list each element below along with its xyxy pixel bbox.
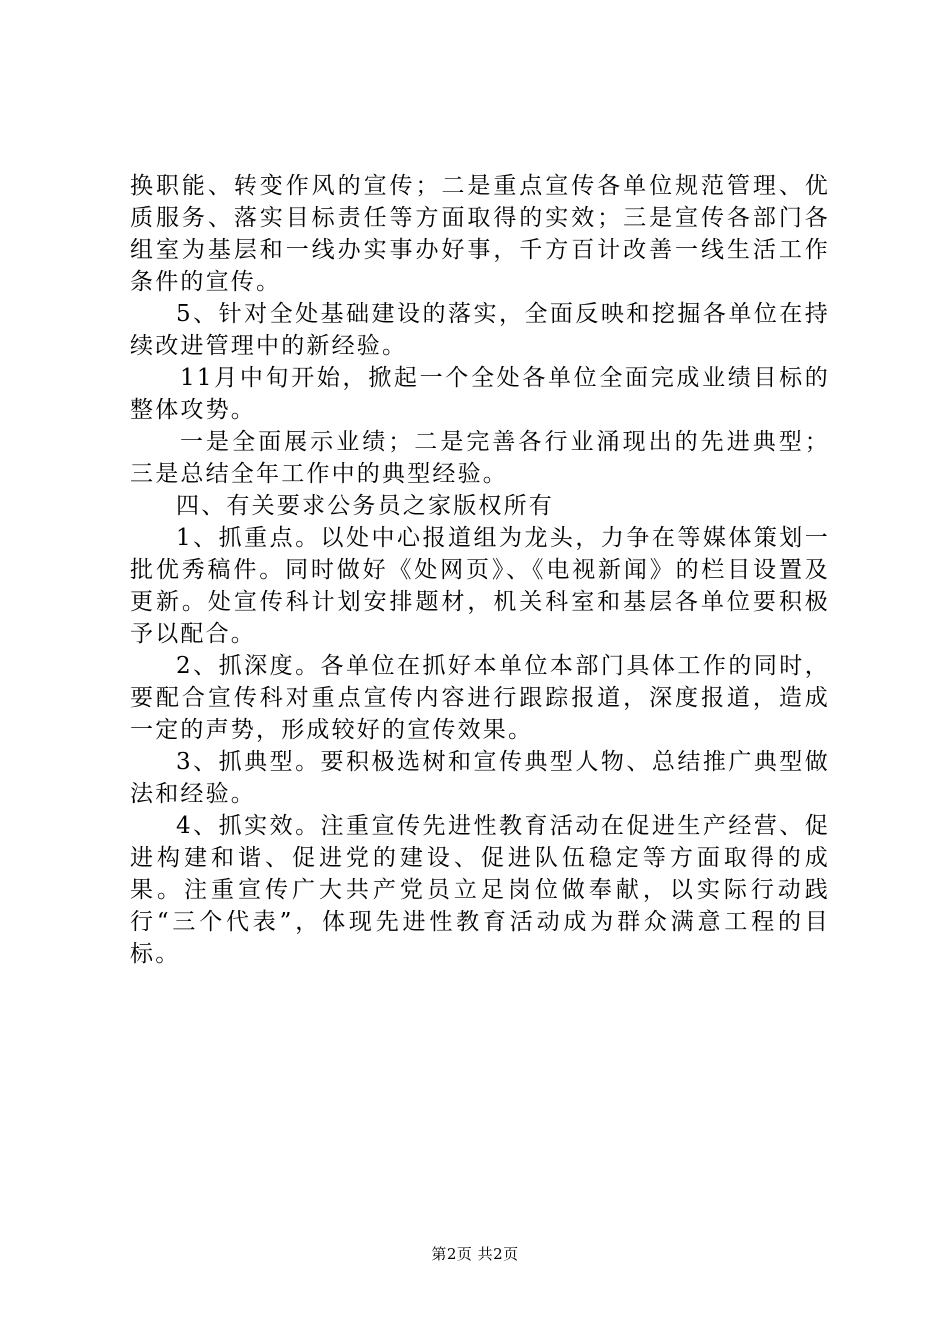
paragraph-item-5: 5、针对全处基础建设的落实，全面反映和挖掘各单位在持续改进管理中的新经验。 [130, 301, 830, 359]
paragraph-november: 11月中旬开始，掀起一个全处各单位全面完成业绩目标的整体攻势。 [130, 365, 830, 423]
paragraph-continued: 换职能、转变作风的宣传；二是重点宣传各单位规范管理、优质服务、落实目标责任等方面取得的实效；三是宣传各部门各组室为基层和一线办实事办好事，千方百计改善一线生活工作条件的宣传。 [130, 173, 830, 295]
section-heading-requirements: 四、有关要求公务员之家版权所有 [176, 493, 554, 519]
page-number-label: 第2页 共2页 [431, 1245, 519, 1263]
paragraph-requirement-2: 2、抓深度。各单位在抓好本单位本部门具体工作的同时，要配合宣传科对重点宣传内容进行跟踪报道，深度报道，造成一定的声势，形成较好的宣传效果。 [130, 653, 830, 743]
paragraph-requirement-4: 4、抓实效。注重宣传先进性教育活动在促进生产经营、促进构建和谐、促进党的建设、促进队伍稳定等方面取得的成果。注重宣传广大共产党员立足岗位做奉献，以实际行动践行“三个代表”，体现先进性教育活动成为群众满意工程的目标。 [130, 813, 830, 967]
paragraph-requirement-1: 1、抓重点。以处中心报道组为龙头，力争在等媒体策划一批优秀稿件。同时做好《处网页》、《电视新闻》的栏目设置及更新。处宣传科计划安排题材，机关科室和基层各单位要积极予以配合。 [130, 525, 830, 647]
document-body [130, 170, 830, 970]
paragraph-three-points: 一是全面展示业绩；二是完善各行业涌现出的先进典型；三是总结全年工作中的典型经验。 [130, 429, 830, 487]
page-footer [0, 1244, 950, 1264]
paragraph-requirement-3: 3、抓典型。要积极选树和宣传典型人物、总结推广典型做法和经验。 [130, 749, 830, 807]
